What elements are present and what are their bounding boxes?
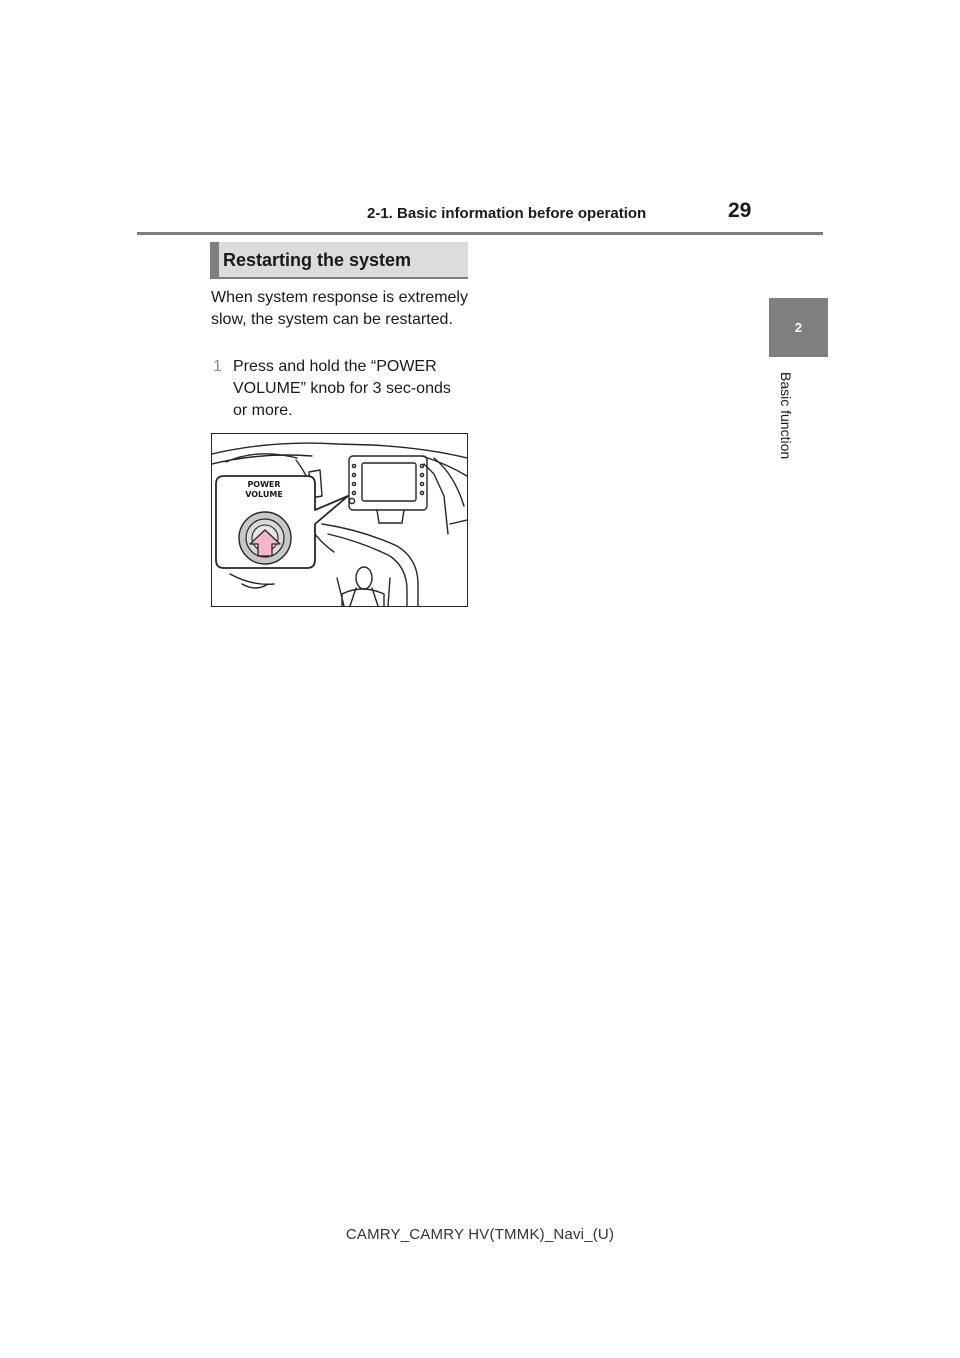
step-item (211, 356, 468, 422)
step-number: 1 (213, 358, 222, 375)
chapter-tab: 2 (769, 298, 828, 357)
callout-label-volume: VOLUME (245, 490, 283, 499)
page-number: 29 (728, 199, 752, 222)
step-text: Press and hold the “POWER VOLUME” knob for 3 sec-onds or more. (233, 358, 451, 419)
dashboard-illustration (211, 433, 468, 607)
callout-label-power: POWER (247, 480, 281, 489)
header-divider (137, 232, 823, 235)
intro-paragraph: When system response is extremely slow, the system can be restarted. (211, 289, 468, 328)
chapter-label: Basic function (778, 372, 794, 460)
running-header-title: 2-1. Basic information before operation (367, 205, 647, 222)
section-heading: Restarting the system (210, 242, 468, 279)
dashboard-drawing (212, 434, 467, 606)
footer-model-code: CAMRY_CAMRY HV(TMMK)_Navi_(U) (345, 1226, 615, 1243)
